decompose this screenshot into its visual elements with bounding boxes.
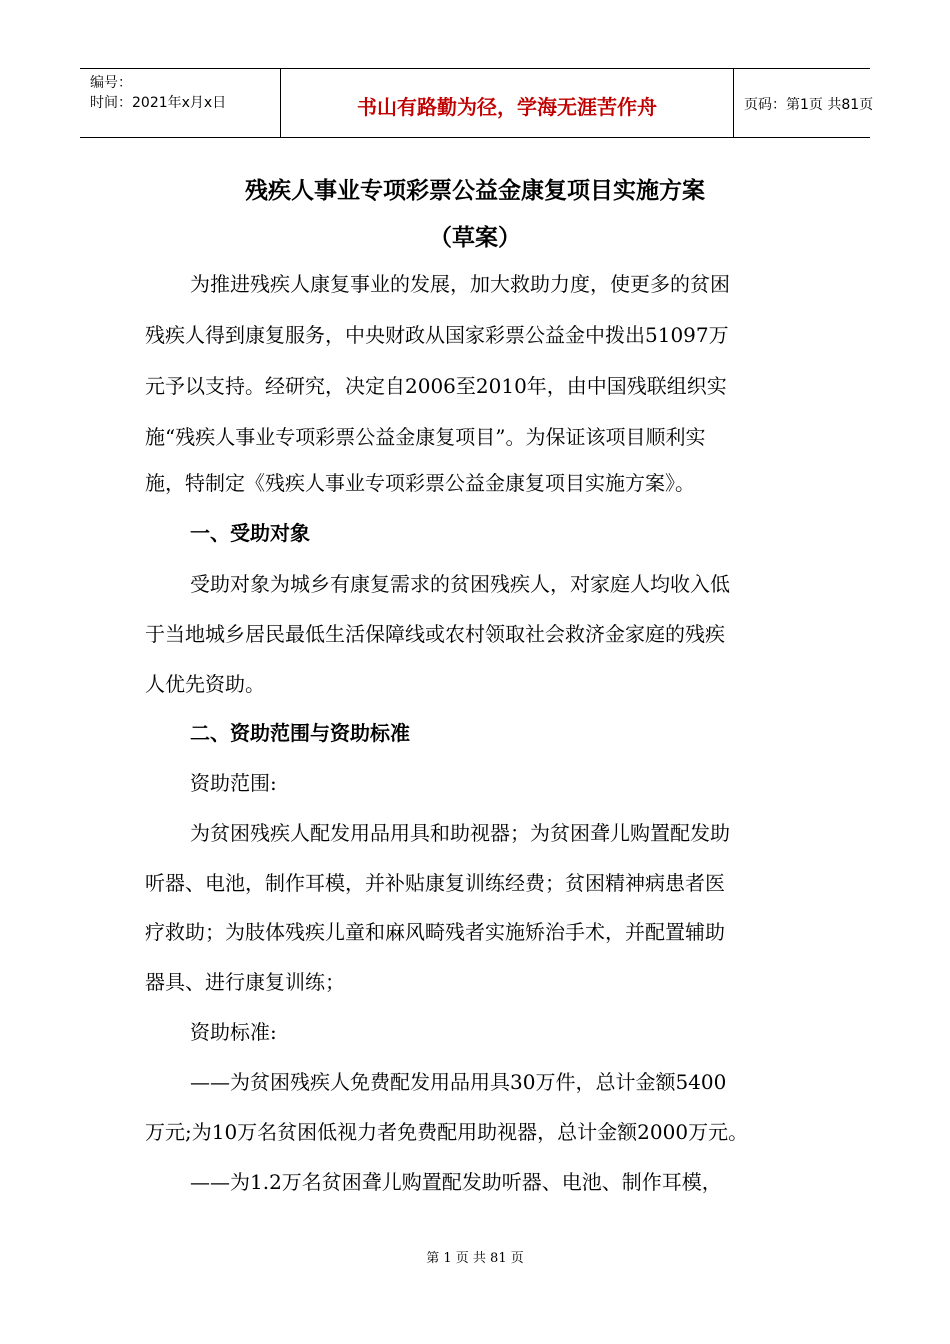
page-footer: 第 1 页 共 81 页 bbox=[426, 1251, 524, 1266]
paragraph-line: 元予以支持。经研究，决定自2006至2010年，由中国残联组织实 bbox=[145, 374, 727, 398]
paragraph-line: 施“残疾人事业专项彩票公益金康复项目”。为保证该项目顺利实 bbox=[145, 425, 706, 449]
paragraph-line: 于当地城乡居民最低生活保障线或农村领取社会救济金家庭的残疾 bbox=[145, 622, 725, 646]
paragraph-line: ——为贫困残疾人免费配发用品用具30万件，总计金额5400 bbox=[190, 1070, 727, 1094]
header-table bbox=[80, 68, 874, 138]
paragraph-line: 万元;为10万名贫困低视力者免费配用助视器，总计金额2000万元。 bbox=[145, 1120, 749, 1144]
header-page-cell bbox=[734, 69, 874, 137]
paragraph-line: 残疾人得到康复服务，中央财政从国家彩票公益金中拨出51097万 bbox=[145, 323, 729, 347]
document-title: 残疾人事业专项彩票公益金康复项目实施方案 bbox=[245, 178, 705, 204]
page-label: 页码：第1页 共81页 bbox=[744, 97, 874, 113]
paragraph-line: 疗救助；为肢体残疾儿童和麻风畸残者实施矫治手术，并配置辅助 bbox=[145, 920, 725, 944]
paragraph-line: ——为1.2万名贫困聋儿购置配发助听器、电池、制作耳模， bbox=[190, 1170, 722, 1194]
section-heading: 一、受助对象 bbox=[190, 521, 310, 545]
paragraph-line: 听器、电池，制作耳模，并补贴康复训练经费；贫困精神病患者医 bbox=[145, 871, 725, 895]
paragraph-line: 器具、进行康复训练； bbox=[145, 970, 345, 994]
header-motto-cell bbox=[280, 69, 734, 137]
paragraph-line: 为推进残疾人康复事业的发展，加大救助力度，使更多的贫困 bbox=[190, 272, 730, 296]
number-label: 编号： bbox=[90, 75, 132, 91]
paragraph-line: 受助对象为城乡有康复需求的贫困残疾人，对家庭人均收入低 bbox=[190, 572, 730, 596]
date-label: 时间：2021年x月x日 bbox=[90, 95, 227, 111]
motto-text: 书山有路勤为径，学海无涯苦作舟 bbox=[357, 95, 657, 119]
paragraph-line: 人优先资助。 bbox=[145, 672, 265, 696]
paragraph-line: 施，特制定《残疾人事业专项彩票公益金康复项目实施方案》。 bbox=[145, 471, 695, 495]
header-info-cell bbox=[80, 69, 280, 137]
subsection-label: 资助标准: bbox=[190, 1020, 277, 1044]
section-heading: 二、资助范围与资助标准 bbox=[190, 721, 410, 745]
paragraph-line: 为贫困残疾人配发用品用具和助视器；为贫困聋儿购置配发助 bbox=[190, 821, 730, 845]
subsection-label: 资助范围: bbox=[190, 771, 277, 795]
document-subtitle: （草案） bbox=[429, 225, 521, 251]
